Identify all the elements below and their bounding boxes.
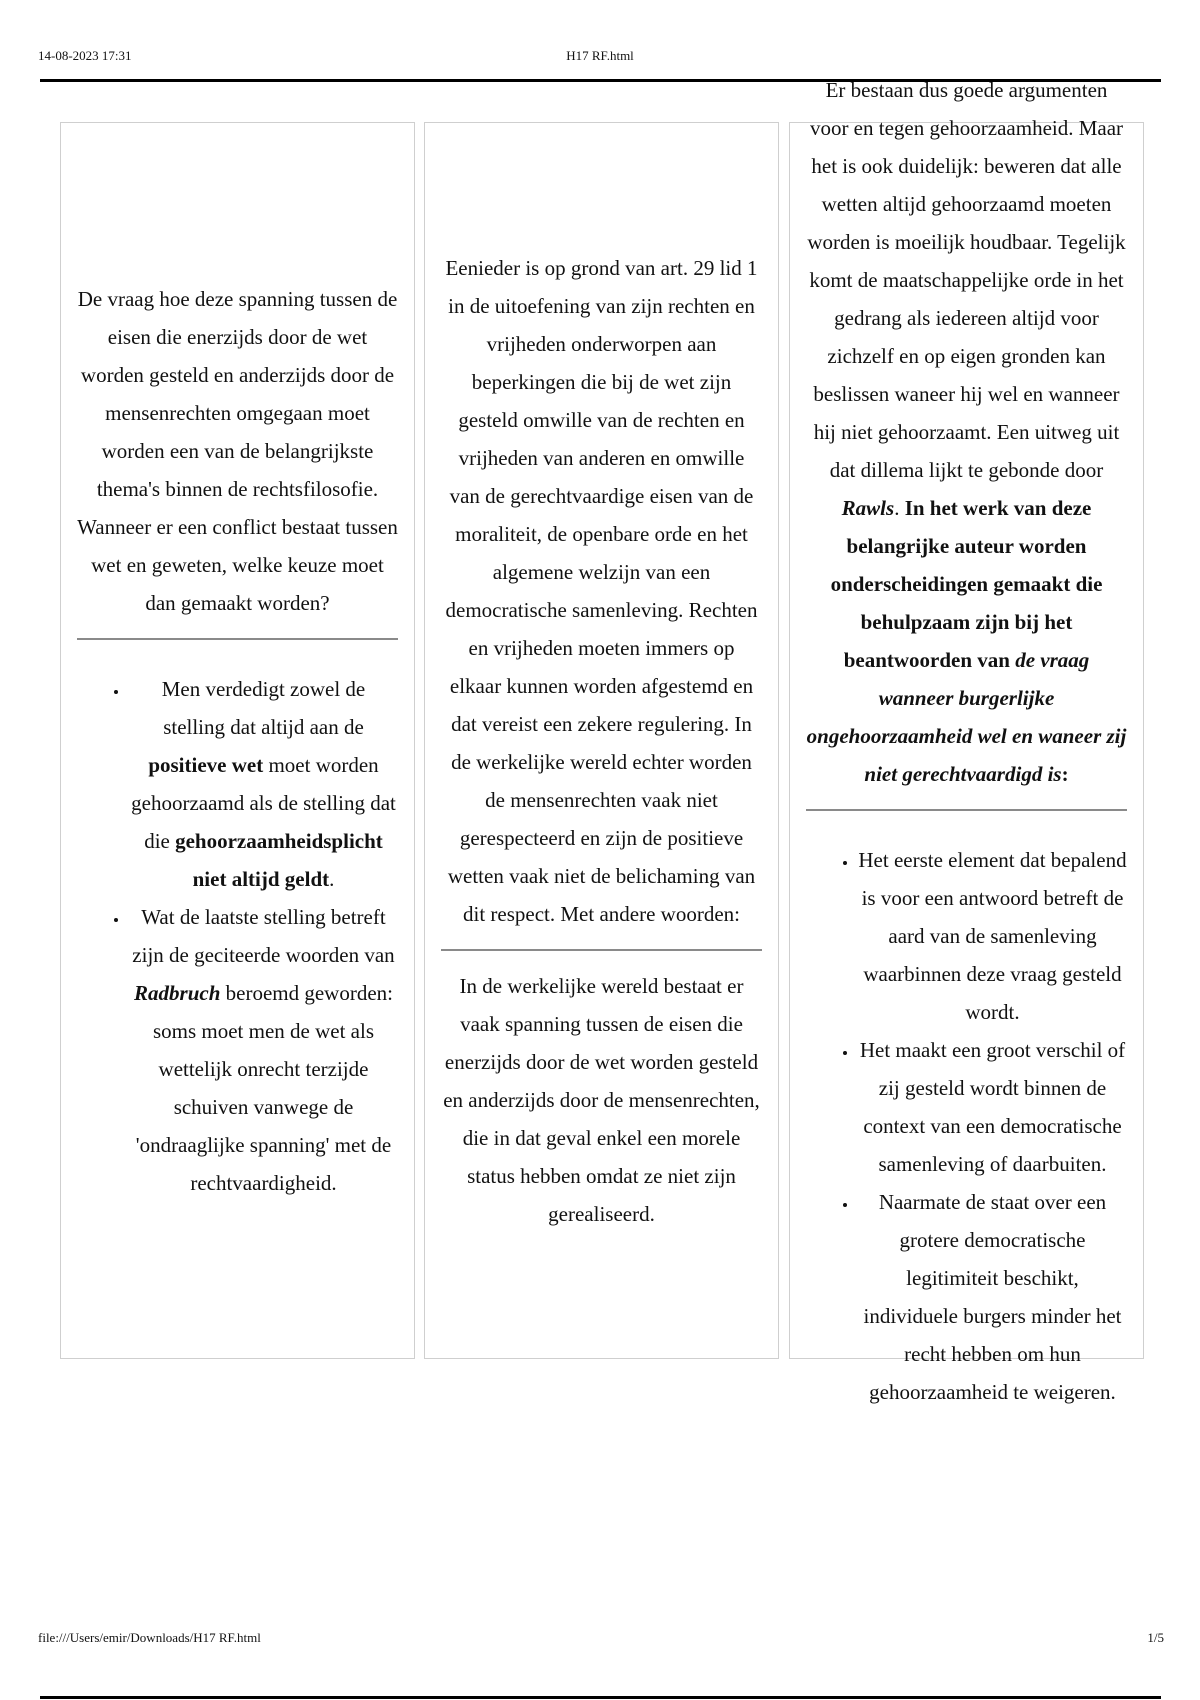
col3-bullet-2: • Het maakt een groot verschil of zij gesteld wordt binnen de context van een democratische samenleving of daarbuiten. [858,1031,1127,1183]
page-number: 1/5 [1147,1630,1164,1645]
col3-bullet-list [806,841,1127,1411]
column-3 [789,77,1144,1404]
column-1 [60,122,415,1359]
col2-paragraph-2: In de werkelijke wereld bestaat er vaak spanning tussen de eisen die enerzijds door de wet worden gesteld en anderzijds door de mensenrechten, die in dat geval enkel een morele status hebben omdat ze niet zijn gerealiseerd. [443,973,760,1226]
col1-bullet-2: • Wat de laatste stelling betreft zijn de geciteerde woorden van Radbruch beroemd geworden: soms moet men de wet als wettelijk onrecht terzijde schuiven vanwege de 'ondraaglijke spanning' met de rechtvaardigheid. [129,898,398,1202]
file-path: file:///Users/emir/Downloads/H17 RF.html [38,1630,261,1645]
column-2 [424,122,779,1359]
col3-bullet-1: • Het eerste element dat bepalend is voor een antwoord betreft de aard van de samenleving waarbinnen deze vraag gesteld wordt. [858,841,1127,1031]
footer-divider [40,1696,1161,1699]
col2-paragraph-1: Eenieder is op grond van art. 29 lid 1 in de uitoefening van zijn rechten en vrijheden onderworpen aan beperkingen die bij de wet zijn gesteld omwille van de rechten en vrijheden van anderen en omwille van de gerechtvaardige eisen van de moraliteit, de openbare orde en het algemene welzijn van een democratische samenleving. Rechten en vrijheden moeten immers op elkaar kunnen worden afgestemd en dat vereist een zekere regulering. In de werkelijke wereld echter worden de mensenrechten vaak niet gerespecteerd en zijn de positieve wetten vaak niet de belichaming van dit respect. Met andere woorden: [445,255,758,926]
col1-paragraph: De vraag hoe deze spanning tussen de eisen die enerzijds door de wet worden gesteld en anderzijds door de mensenrechten omgegaan moet worden een van de belangrijkste thema's binnen de rechtsfilosofie. Wanneer er een conflict bestaat tussen wet en geweten, welke keuze moet dan gemaakt worden? [77,286,398,615]
col1-bullet-list [77,670,398,1202]
col1-bullet-1: • Men verdedigt zowel de stelling dat altijd aan de positieve wet moet worden gehoorzaamd als de stelling dat die gehoorzaamheidsplicht niet altijd geldt. [129,670,398,898]
print-datetime: 14-08-2023 17:31 [38,48,132,63]
col3-divider [806,809,1127,811]
col3-paragraph: Er bestaan dus goede argumenten voor en tegen gehoorzaamheid. Maar het is ook duidelijk: beweren dat alle wetten altijd gehoorzaamd moeten worden is moeilijk houdbaar. Tegelijk komt de maatschappelijke orde in het gedrang als iedereen altijd voor zichzelf en op eigen gronden kan beslissen waneer hij wel en wanneer hij niet gehoorzaamt. Een uitweg uit dat dillema lijkt te gebonde door Rawls. In het werk van deze belangrijke auteur worden onderscheidingen gemaakt die behulpzaam zijn bij het beantwoorden van de vraag wanneer burgerlijke ongehoorzaamheid wel en waneer zij niet gerechtvaardigd is: [806,77,1127,786]
print-title: H17 RF.html [566,48,634,63]
col2-divider [441,949,762,951]
col3-bullet-3: • Naarmate de staat over een grotere democratische legitimiteit beschikt, individuele burgers minder het recht hebben om hun gehoorzaamheid te weigeren. [858,1183,1127,1411]
col1-divider [77,638,398,640]
